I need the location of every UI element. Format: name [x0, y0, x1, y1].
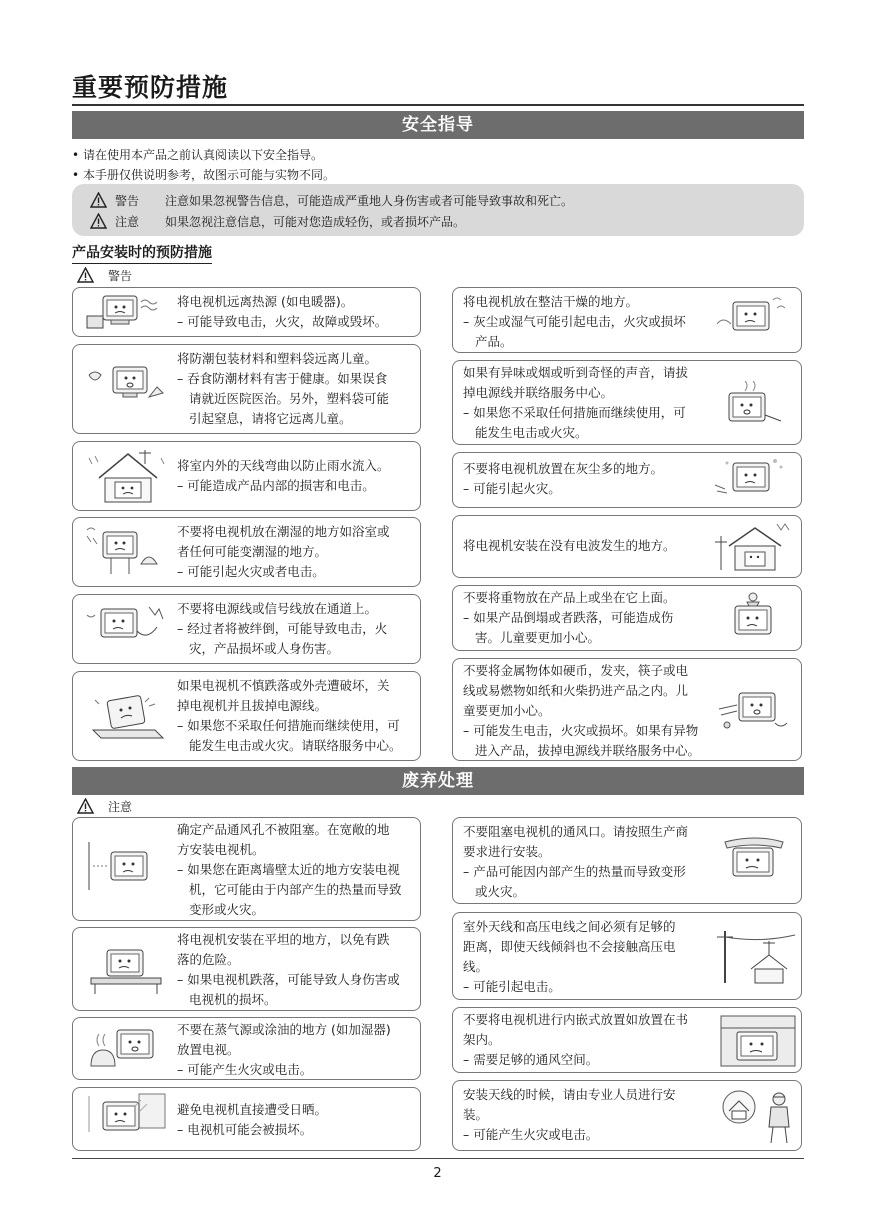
tv-dust-illustration	[711, 455, 797, 509]
tv-metal-objects-illustration	[715, 685, 801, 739]
instruction-box	[452, 360, 802, 445]
warning-tag	[77, 266, 132, 284]
legend-caution-row	[90, 211, 465, 231]
instruction-box	[452, 817, 802, 904]
instruction-text: 将防潮包装材料和塑料袋远离儿童。 – 吞食防潮材料有害于健康。如果误食 请就近医院医治。另外，塑料袋可能 引起窒息，请将它远离儿童。	[177, 351, 390, 426]
warning-triangle-icon	[77, 798, 94, 814]
instruction-box	[72, 594, 421, 664]
tv-heater-illustration	[81, 288, 167, 342]
instruction-box	[72, 441, 421, 511]
instruction-text: 避免电视机直接遭受日晒。 – 电视机可能会被损坏。	[177, 1102, 328, 1137]
page-number: 2	[433, 1166, 442, 1181]
instruction-box	[452, 1007, 802, 1073]
instruction-text: 将电视机放在整洁干燥的地方。 – 灰尘或湿气可能引起电击，火灾或损坏 产品。	[463, 294, 686, 349]
tv-broken-illustration	[85, 692, 171, 746]
technician-antenna-illustration	[715, 1087, 801, 1141]
tv-heavy-object-illustration	[711, 592, 797, 646]
warning-triangle-icon	[90, 192, 107, 208]
tv-bathroom-illustration	[81, 526, 167, 580]
instruction-box	[72, 517, 421, 587]
tv-dusty-clean-illustration	[711, 294, 797, 348]
warning-triangle-icon	[90, 213, 107, 229]
instruction-text: 不要将金属物体如硬币，发夹，筷子或电 线或易燃物如纸和火柴扔进产品之内。儿 童要更加小心。 – 可能发生电击，火灾或损坏。如果有异物 进入产品，拔掉电源线并联络服务中心。	[463, 663, 701, 758]
legend-caution-text: 如果忽视注意信息，可能对您造成轻伤，或者损坏产品。	[165, 214, 466, 229]
instruction-text: 不要将电视机放置在灰尘多的地方。 – 可能引起火灾。	[463, 461, 664, 496]
instruction-text: 如果有异味或烟或听到奇怪的声音，请拔 掉电源线并联络服务中心。 – 如果您不采取任何措施而继续使用，可 能发生电击或火灾。	[463, 365, 689, 440]
instruction-text: 不要阻塞电视机的通风口。请按照生产商 要求进行安装。 – 产品可能因内部产生的热量而导致变形 或火灾。	[463, 824, 689, 899]
tv-flat-stand-illustration	[83, 944, 169, 998]
instruction-box	[452, 515, 802, 578]
instruction-text: 将电视机安装在平坦的地方，以免有跌 落的危险。 – 如果电视机跌落，可能导致人身伤害或 电视机的损坏。	[177, 932, 400, 1007]
instruction-box	[452, 658, 802, 761]
page-title: 重要预防措施	[72, 73, 229, 102]
instruction-text: 室外天线和高压电线之间必须有足够的 距离，即使天线倾斜也不会接触高压电 线。 – 可能引起电击。	[463, 919, 676, 994]
warning-triangle-icon	[77, 267, 94, 283]
bullet-item: • 本手册仅供说明参考，故图示可能与实物不同。	[72, 165, 335, 185]
instruction-box	[72, 927, 421, 1011]
instruction-text: 将室内外的天线弯曲以防止雨水流入。 – 可能造成产品内部的损害和电击。	[177, 458, 390, 493]
tv-bookshelf-illustration	[715, 1014, 801, 1068]
instruction-text: 不要将电视机放在潮湿的地方如浴室或 者任何可能变潮湿的地方。 – 可能引起火灾或者电击。	[177, 524, 390, 579]
bullet-item: • 请在使用本产品之前认真阅读以下安全指导。	[72, 145, 335, 165]
instruction-text: 将电视机安装在没有电波发生的地方。	[463, 538, 676, 553]
install-heading: 产品安装时的预防措施	[72, 242, 212, 264]
caution-tag	[77, 797, 132, 815]
instruction-box	[72, 1087, 421, 1151]
instruction-box	[72, 287, 421, 337]
warning-tag-label: 警告	[108, 268, 133, 283]
tv-humidifier-illustration	[83, 1022, 169, 1076]
instruction-box	[452, 585, 802, 651]
instruction-text: 确定产品通风孔不被阻塞。在宽敞的地 方安装电视机。 – 如果您在距离墙壁太近的地方安装电视 机，它可能由于内部产生的热量而导致 变形或火灾。	[177, 822, 402, 917]
instruction-box	[72, 817, 421, 921]
section-bar-disposal: 废弃处理	[72, 767, 804, 795]
legend-warning-row	[90, 190, 573, 210]
instruction-box	[452, 1080, 802, 1151]
caution-tag-label: 注意	[108, 799, 133, 814]
symbol-legend	[72, 184, 804, 236]
legend-warning-label: 警告	[115, 193, 140, 208]
footer-rule	[72, 1158, 804, 1159]
instruction-box	[72, 1017, 421, 1080]
instruction-text: 不要将电视机进行内嵌式放置如放置在书 架内。 – 需要足够的通风空间。	[463, 1012, 689, 1067]
section-bar-safety: 安全指导	[72, 111, 804, 139]
instruction-box	[452, 287, 802, 353]
intro-bullets	[72, 145, 335, 185]
instruction-text: 不要在蒸气源或涂油的地方 (如加湿器) 放置电视。 – 可能产生火灾或电击。	[177, 1022, 391, 1077]
tv-smoke-illustration	[715, 381, 801, 435]
legend-warning-text: 注意如果忽视警告信息，可能造成严重地人身伤害或者可能导致事故和死亡。	[165, 193, 574, 208]
instruction-text: 不要将重物放在产品上或坐在它上面。 – 如果产品倒塌或者跌落，可能造成伤 害。儿童要更加小心。	[463, 590, 676, 645]
tv-wall-clearance-illustration	[83, 840, 169, 894]
instruction-text: 如果电视机不慎跌落或外壳遭破坏，关 掉电视机并且拔掉电源线。 – 如果您不采取任何措施而继续使用，可 能发生电击或火灾。请联络服务中心。	[177, 678, 402, 753]
tv-cord-trip-illustration	[83, 601, 169, 655]
tv-sunlight-illustration	[83, 1092, 169, 1146]
instruction-text: 不要将电源线或信号线放在通道上。 – 经过者将被绊倒，可能导致电击，火 灾，产品损坏或人身伤害。	[177, 601, 388, 656]
house-antenna-illustration	[711, 518, 797, 572]
title-rule	[72, 104, 804, 106]
power-line-antenna-illustration	[711, 927, 797, 981]
tv-packaging-illustration	[83, 361, 169, 415]
instruction-box	[452, 912, 802, 1000]
legend-caution-label: 注意	[115, 214, 140, 229]
instruction-box	[72, 344, 421, 434]
tv-vent-blocked-illustration	[711, 836, 797, 890]
instruction-box	[452, 452, 802, 508]
instruction-text: 安装天线的时候，请由专业人员进行安 装。 – 可能产生火灾或电击。	[463, 1087, 676, 1142]
instruction-box	[72, 671, 421, 761]
house-antenna-illustration	[85, 448, 171, 502]
instruction-text: 将电视机远离热源 (如电暖器)。 – 可能导致电击，火灾，故障或毁坏。	[177, 294, 388, 329]
